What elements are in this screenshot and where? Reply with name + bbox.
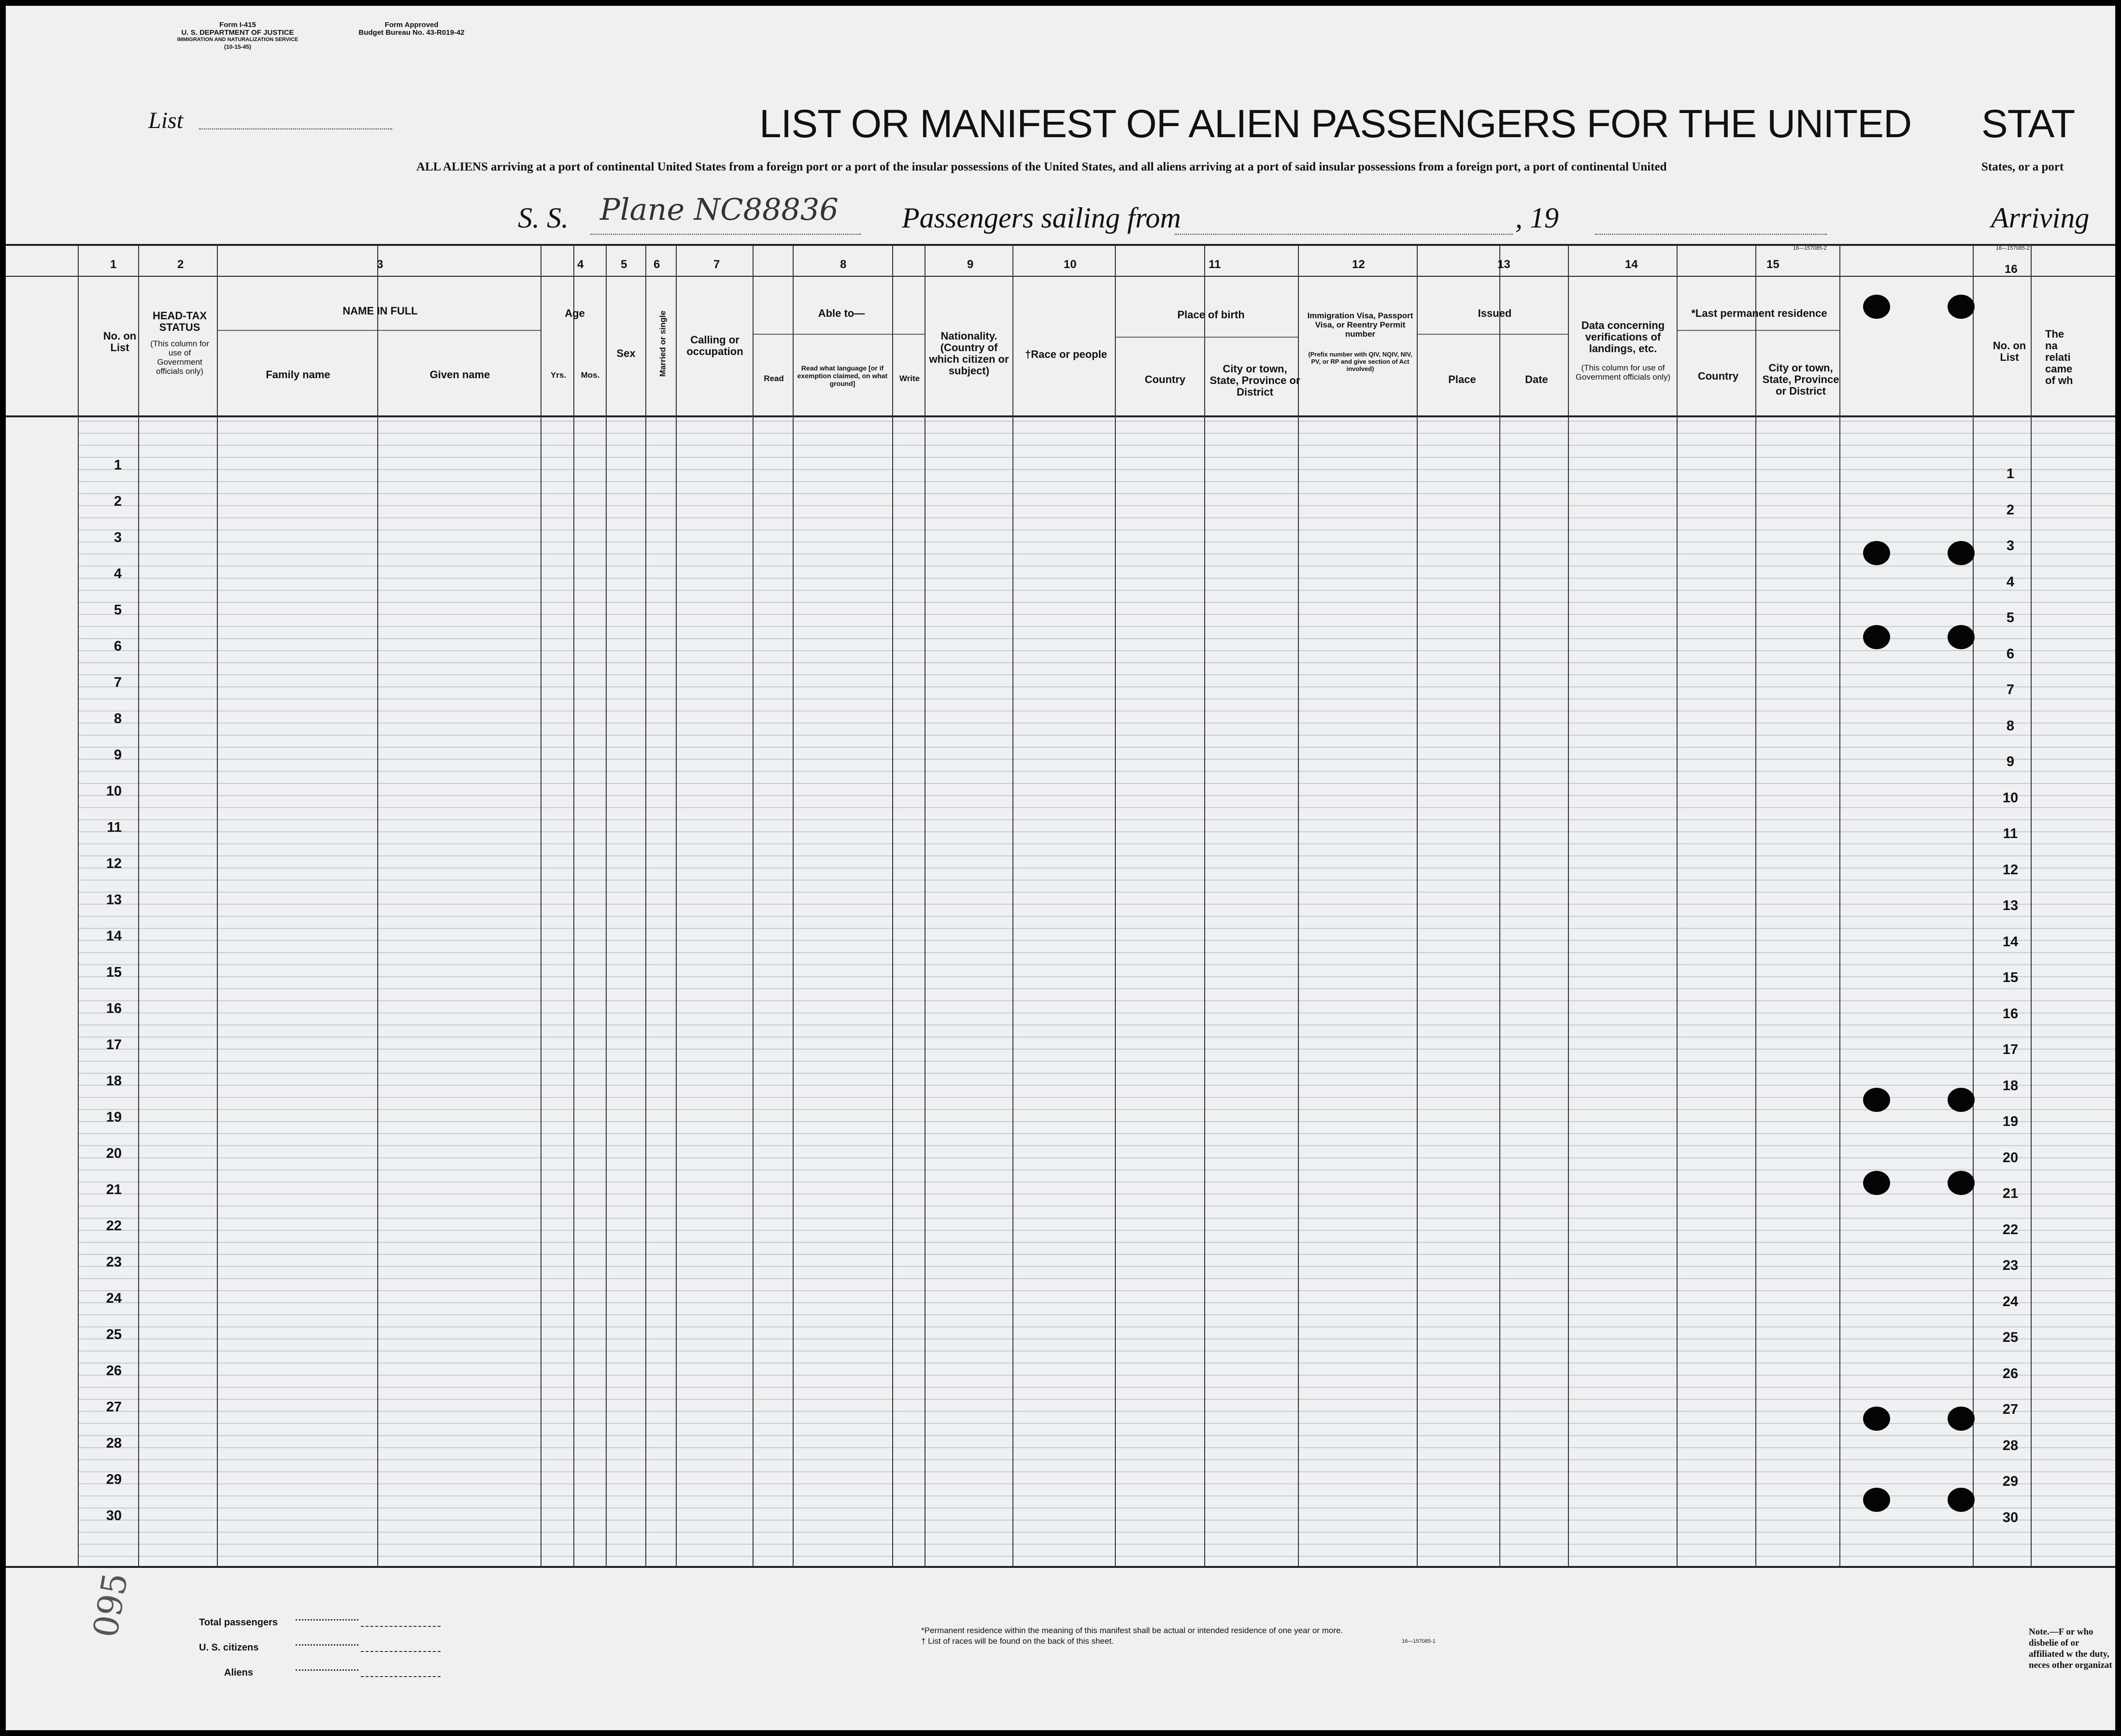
header-issued: Issued [1478,307,1512,319]
header-calling: Calling or occupation [686,334,743,357]
ship-prefix: S. S. [518,202,569,234]
header-yrs: Yrs. [550,370,567,380]
header-head-tax: HEAD-TAX STATUS [152,310,207,333]
form-date-code: (10-15-45) [224,43,252,50]
binding-hole [1863,1488,1890,1512]
col-number-2: 2 [177,258,184,271]
row-number-right: 29 [2002,1474,2019,1489]
header-right-partial: The na relati came of wh [2045,328,2073,386]
footer-note-residence: *Permanent residence within the meaning of this manifest shall be actual or intended residence of one year or more. [921,1626,1343,1635]
row-number-right: 18 [2002,1078,2019,1094]
row-number: 19 [106,1110,122,1125]
row-number-right: 15 [2002,970,2019,985]
row-number: 28 [106,1436,122,1451]
row-number: 7 [114,675,122,690]
row-number-right: 1 [2006,466,2015,482]
binding-hole [1948,1171,1975,1195]
print-code-right: 16—157085-2 [1996,245,2030,251]
header-residence-city: City or town, State, Province or District [1762,362,1839,397]
binding-hole [1863,625,1890,649]
col-number-5: 5 [621,258,627,271]
header-birth-country: Country [1144,373,1186,385]
header-read-language: Read what language [or if exemption claimed, on what ground] [797,364,888,387]
binding-hole [1863,1171,1890,1195]
form-number: Form I-415 [219,21,256,29]
arriving-label: Arriving [1991,202,2090,234]
table-grid [6,6,2115,1730]
col-number-11: 11 [1209,258,1221,271]
col-number-4: 4 [577,258,584,271]
col-number-16: 16 [2005,263,2018,276]
row-number: 6 [114,639,122,654]
manifest-title: LIST OR MANIFEST OF ALIEN PASSENGERS FOR THE UNITED [759,102,1912,146]
col-number-8: 8 [840,258,847,271]
year-label: , 19 [1515,202,1559,234]
row-number: 21 [106,1182,122,1197]
header-right-no-on-list: No. on List [1993,340,2026,363]
header-place-of-birth: Place of birth [1177,309,1245,321]
row-number: 5 [114,602,122,618]
col-number-10: 10 [1064,258,1077,271]
row-number-right: 12 [2002,862,2019,878]
header-given-name: Given name [429,369,490,381]
row-number: 3 [114,530,122,545]
binding-hole [1948,541,1975,565]
header-no-on-list: No. on List [103,330,137,354]
row-number-right: 25 [2002,1330,2019,1345]
header-name-in-full: NAME IN FULL [342,305,418,317]
header-nationality: Nationality. (Country of which citizen or subject) [929,330,1009,377]
manifest-subtitle: ALL ALIENS arriving at a port of continental United States from a foreign port or a port of the insular possessions of the United States, and all aliens arriving at a port of said insular possessions from a foreign port, a port of continental United [416,160,1667,173]
row-number: 17 [106,1037,122,1053]
us-citizens-line [361,1651,441,1652]
row-number-right: 6 [2006,646,2015,662]
header-able-to: Able to— [818,307,865,319]
row-number: 15 [106,965,122,980]
binding-hole [1863,1407,1890,1431]
header-married-single: Married or single [658,311,668,377]
row-number-right: 27 [2002,1402,2019,1417]
row-number: 20 [106,1146,122,1161]
col-number-15: 15 [1766,258,1779,271]
row-number: 29 [106,1472,122,1487]
binding-hole [1948,1407,1975,1431]
binding-hole [1863,295,1890,319]
row-number: 9 [114,747,122,763]
row-number: 24 [106,1291,122,1306]
header-mos: Mos. [581,370,600,380]
row-number-right: 24 [2002,1294,2019,1309]
row-number-right: 19 [2002,1114,2019,1129]
row-number-right: 7 [2006,682,2015,697]
header-issued-date: Date [1525,373,1548,385]
binding-hole [1948,1488,1975,1512]
row-number-right: 22 [2002,1222,2019,1238]
footer-note-races: † List of races will be found on the back of this sheet. [921,1636,1114,1646]
row-number-right: 30 [2002,1509,2019,1525]
budget-number: Budget Bureau No. 43-R019-42 [358,28,465,37]
col-number-14: 14 [1625,258,1638,271]
row-number: 4 [114,566,122,582]
header-race: †Race or people [1025,348,1107,360]
col-number-9: 9 [967,258,974,271]
row-number-right: 20 [2002,1150,2019,1166]
row-number: 26 [106,1363,122,1379]
manifest-subtitle-continued: States, or a port [1981,160,2064,173]
header-residence-country: Country [1697,370,1739,382]
binding-hole [1948,625,1975,649]
citizens-dots [296,1644,358,1646]
binding-hole [1863,1088,1890,1112]
total-dots [296,1619,358,1621]
row-number: 14 [106,928,122,944]
header-data-note: (This column for use of Government officials only) [1575,363,1671,382]
sailing-label: Passengers sailing from [902,202,1181,234]
row-number: 30 [106,1508,122,1523]
header-age: Age [565,307,585,319]
row-number-right: 10 [2002,790,2019,806]
binding-hole [1948,1088,1975,1112]
header-last-residence: *Last permanent residence [1691,307,1827,319]
row-number: 25 [106,1327,122,1342]
row-number-right: 9 [2006,754,2015,769]
manifest-title-continued: STAT [1981,102,2075,146]
row-number: 2 [114,494,122,509]
row-number-right: 28 [2002,1437,2019,1453]
row-number: 13 [106,892,122,908]
row-number: 18 [106,1073,122,1089]
row-number: 22 [106,1218,122,1234]
row-number: 8 [114,711,122,726]
row-number-right: 21 [2002,1186,2019,1201]
service: IMMIGRATION AND NATURALIZATION SERVICE [177,37,299,43]
row-number: 11 [107,820,122,835]
row-number-right: 17 [2002,1042,2019,1057]
col-number-13: 13 [1497,258,1510,271]
row-number-right: 3 [2006,538,2015,554]
row-number: 1 [114,457,122,473]
binding-hole [1948,295,1975,319]
header-visa-note: (Prefix number with QIV, NQIV, NIV, PV, or RP and give section of Act involved) [1308,351,1412,372]
col-number-7: 7 [713,258,720,271]
form-approved: Form Approved [384,21,439,29]
row-number: 10 [106,783,122,799]
row-number-right: 23 [2002,1258,2019,1273]
margin-handwritten-number: 095 [85,1570,136,1640]
header-birth-city: City or town, State, Province or District [1210,363,1300,398]
row-number: 12 [106,856,122,871]
footer-right-note: Note.—F or who disbelie of or affiliated w the duty, neces other organizat [2029,1627,2112,1670]
print-code-left: 16—157085-2 [1793,245,1827,251]
row-number: 27 [106,1399,122,1415]
col-number-12: 12 [1352,258,1365,271]
header-sex: Sex [616,347,636,359]
row-number-right: 13 [2002,898,2019,913]
footer-total-label: Total passengers [199,1617,278,1628]
footer-citizens-label: U. S. citizens [199,1642,259,1653]
header-issued-place: Place [1448,373,1476,385]
row-number-right: 2 [2006,502,2015,518]
row-number-right: 4 [2006,574,2015,590]
row-number: 16 [106,1001,122,1016]
row-number-right: 5 [2006,610,2015,626]
list-label: List [148,108,184,133]
col-number-3: 3 [377,258,384,271]
header-write: Write [899,374,920,383]
header-data-concerning: Data concerning verifications of landings, etc. [1581,319,1665,355]
header-family-name: Family name [266,369,330,381]
aliens-line [361,1676,441,1677]
ship-handwritten-name: Plane NC88836 [600,192,839,227]
total-passengers-line [361,1626,441,1627]
aliens-dots [296,1669,358,1671]
footer-print-code: 16—157085-1 [1402,1638,1436,1644]
header-head-tax-note: (This column for use of Government officials only) [150,339,209,376]
footer-aliens-label: Aliens [224,1667,254,1678]
row-number-right: 11 [2003,826,2018,841]
header-visa: Immigration Visa, Passport Visa, or Reentry Permit number [1307,311,1413,339]
row-number-right: 8 [2006,718,2015,734]
row-number-right: 26 [2002,1366,2019,1381]
manifest-sheet [6,6,2115,1730]
header-read: Read [764,374,784,383]
row-number-right: 14 [2002,934,2019,950]
row-number-right: 16 [2002,1006,2019,1022]
row-number: 23 [106,1254,122,1270]
department: U. S. DEPARTMENT OF JUSTICE [181,28,294,37]
binding-hole [1863,541,1890,565]
col-number-1: 1 [110,258,117,271]
col-number-6: 6 [654,258,660,271]
